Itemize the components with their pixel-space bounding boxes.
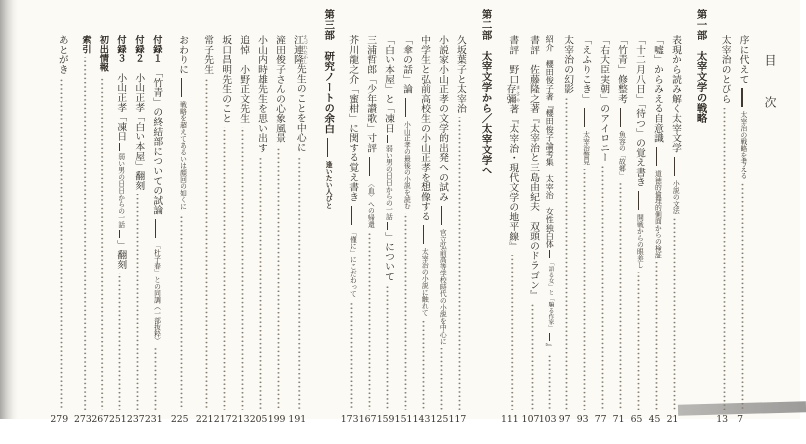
- dash-line: [549, 333, 550, 341]
- dotted-leader: [579, 169, 590, 410]
- dotted-leader: [719, 108, 730, 410]
- entry-title: おわりに: [177, 35, 189, 75]
- toc-entry: [630, 8, 646, 425]
- page-number: 251: [108, 413, 127, 425]
- page-number: 237: [126, 413, 145, 425]
- toc-entry: [648, 8, 664, 425]
- page-number: 173: [340, 413, 359, 425]
- dotted-leader: [651, 262, 662, 409]
- toc-entry: [170, 8, 189, 425]
- toc-entry: [538, 8, 557, 425]
- entry-title: 書評 佐藤隆之著『太宰治と三島由紀夫 双頭のドラゴン』: [528, 35, 540, 300]
- dotted-leader: [615, 182, 626, 409]
- toc-part-header: [322, 8, 334, 399]
- entry-title: 表現から読み解く太宰文学: [669, 35, 681, 153]
- page-number: 111: [500, 413, 519, 425]
- entry-title: 」について: [383, 231, 395, 281]
- entry-title: 小山内時雄先生を思い出す: [256, 35, 268, 153]
- entry-subtitle: 太宰治の戦略を考える: [738, 111, 747, 179]
- page-number: 45: [648, 413, 661, 425]
- toc-entry: [288, 8, 308, 425]
- page-number: 159: [376, 413, 395, 425]
- page-number: 273: [74, 413, 92, 425]
- page-number: 199: [267, 413, 286, 425]
- entry-subtitle: 道徳的倫理的側面からの検証: [653, 169, 662, 259]
- page-number: 205: [249, 413, 268, 425]
- entry-subtitle: 弱い男の日日からの一話: [384, 145, 393, 220]
- entry-subtitle: 魚容の「故郷」: [617, 130, 626, 179]
- dash-line: [656, 147, 657, 166]
- entry-title: あとがき: [56, 35, 68, 75]
- dotted-leader: [454, 117, 465, 409]
- dash-line: [155, 219, 156, 238]
- entry-subtitle: 太宰治瞥見: [581, 130, 590, 165]
- entry-title: 三浦哲郎「少年讃歌」寸評: [365, 35, 377, 153]
- page-number: 13: [716, 413, 729, 425]
- page-number: 225: [170, 413, 189, 425]
- dotted-leader: [255, 157, 266, 410]
- toc-entry: [430, 8, 449, 425]
- dash-line: [351, 206, 352, 225]
- toc-entry: [126, 8, 145, 425]
- toc-entry: [594, 8, 610, 425]
- dash-line: [327, 138, 328, 157]
- dotted-leader: [633, 272, 644, 409]
- entry-title: 「十二月八日」「待つ」の覚え書き: [634, 35, 646, 187]
- scan-edge-shadow: [0, 0, 18, 419]
- toc-part-header: [694, 8, 706, 399]
- entry-title: 」翻刻: [115, 239, 127, 270]
- page-number: 217: [213, 413, 232, 425]
- entry-title: 太宰治の幻影: [562, 35, 574, 94]
- entry-title: 「えふりこき」: [580, 35, 592, 104]
- dash-line: [387, 135, 388, 143]
- dotted-leader: [291, 157, 307, 410]
- entry-subtitle: 開戦からの眼差し: [635, 213, 644, 269]
- entry-title: 序に代えて: [737, 35, 749, 84]
- toc-title: 目 次: [763, 54, 777, 117]
- dash-line: [119, 143, 120, 151]
- entry-title: 滻田俊子さんの心象風景: [274, 35, 286, 143]
- entry-subtitle: 「語る女」と「騙る作家」: [546, 260, 553, 332]
- dotted-leader: [80, 57, 90, 409]
- entry-title: 太宰治のとびら: [719, 35, 731, 104]
- entry-title: 「嘘」からみえる自意識: [652, 35, 664, 143]
- page-number: 125: [430, 413, 449, 425]
- dotted-leader: [669, 218, 680, 410]
- page-number: 97: [558, 413, 571, 425]
- page-number: 77: [594, 413, 607, 425]
- page-number: 191: [288, 413, 307, 425]
- dotted-leader: [436, 348, 447, 409]
- dash-line: [620, 108, 621, 127]
- toc-entry: [612, 8, 628, 425]
- dash-line: [741, 88, 742, 107]
- entry-title: 小山正孝「白い本屋」翻刻: [133, 62, 145, 191]
- entry-title: 久坂葉子と太宰治: [454, 35, 466, 114]
- page-number: 65: [630, 413, 643, 425]
- toc-entry: [376, 8, 395, 425]
- entry-title: 小山正孝「凍日: [115, 62, 127, 142]
- toc-entry: [91, 8, 110, 425]
- page-number: 117: [448, 413, 467, 425]
- entry-title: 先生のことを中心に: [294, 64, 306, 153]
- dotted-leader: [219, 127, 230, 409]
- entry-subtitle: 戦略を超えてあるいは顔回の如くに: [178, 101, 187, 211]
- toc-entry: [716, 8, 731, 425]
- entry-subtitle: 太宰治の小説に触れて: [420, 248, 429, 317]
- toc-entry: [195, 8, 214, 425]
- entry-title: 「竹青」の終結部についての試論: [151, 62, 163, 215]
- page-number: 93: [576, 413, 589, 425]
- toc-entry: [521, 8, 540, 425]
- page-number: 21: [666, 413, 679, 425]
- entry-title: 索引: [80, 35, 92, 54]
- entry-subtitle: 小説の文法: [671, 179, 680, 214]
- dash-line: [369, 157, 370, 176]
- page-number: 167: [358, 413, 377, 425]
- dotted-leader: [150, 348, 161, 410]
- page-number: 71: [612, 413, 625, 425]
- page-number: 107: [521, 413, 540, 425]
- dotted-leader: [176, 214, 187, 410]
- toc-entry: [213, 8, 232, 425]
- ruby-annotation: まさや: [515, 84, 521, 104]
- ruby-name: 江連隆 えづれたかし: [292, 35, 308, 65]
- dotted-leader: [561, 98, 572, 410]
- toc-entry: [558, 8, 574, 425]
- dotted-leader: [737, 183, 748, 410]
- dash-line: [638, 191, 639, 210]
- entry-title: 坂口昌明先生のこと: [220, 35, 232, 124]
- dotted-leader: [97, 76, 107, 410]
- page-number: 221: [195, 413, 214, 425]
- entry-title: 付録２: [132, 35, 144, 63]
- entry-subtitle: 小山正孝の最後の小説を読む: [402, 120, 411, 210]
- page-number: 267: [91, 413, 110, 425]
- toc-entry: [340, 8, 359, 425]
- dotted-leader: [382, 285, 393, 410]
- dotted-leader: [346, 301, 357, 410]
- page-number: 7: [737, 413, 744, 425]
- toc-part-header: [479, 8, 491, 399]
- toc-entry: [50, 8, 69, 425]
- dash-line: [584, 108, 585, 127]
- dotted-leader: [418, 320, 429, 409]
- dotted-leader: [364, 231, 375, 409]
- dash-line: [423, 225, 424, 244]
- entry-subtitle: 「杜子春」との同調（一部抜粋）: [152, 241, 161, 344]
- entry-title: 「竹青」修整考: [616, 35, 628, 104]
- toc-entry: [358, 8, 377, 425]
- page-number: 231: [144, 413, 163, 425]
- dotted-leader: [237, 127, 248, 409]
- entry-title: 第三部 研究ノートの余白: [322, 9, 335, 134]
- page-number: 143: [412, 413, 431, 425]
- page-number: 151: [394, 413, 413, 425]
- entry-title: 書評 野口: [507, 35, 519, 84]
- toc-entry: [394, 8, 413, 425]
- dotted-leader: [56, 78, 67, 409]
- entry-title: 「右大臣実朝」のアイロニー: [598, 35, 610, 163]
- dotted-leader: [545, 355, 554, 409]
- entry-title: 著『太宰治・現代文学の地平線』: [507, 103, 519, 251]
- toc-entry: [666, 8, 681, 425]
- entry-title: 初出情報: [97, 35, 109, 72]
- dash-line: [405, 98, 406, 117]
- toc-entry: [448, 8, 467, 425]
- ruby-name: 存彌 まさや: [504, 84, 521, 104]
- entry-title: 常子先生: [202, 35, 214, 75]
- dash-line: [387, 222, 388, 230]
- entry-title: 第二部 太宰文学から／太宰文学へ: [479, 9, 492, 176]
- entry-title: 中学生と弘前高校生の小山正孝を想像する: [419, 35, 430, 222]
- toc-entry: [249, 8, 268, 425]
- toc-entry: [267, 8, 286, 425]
- toc-entry: [74, 8, 92, 425]
- dash-line: [549, 250, 550, 258]
- toc-entry: [500, 8, 521, 425]
- entry-subtitle: 弱い男の日日からの一話: [116, 153, 125, 228]
- toc-entry: [231, 8, 250, 425]
- toc-entry: [737, 8, 748, 425]
- entry-title: 付録３: [114, 35, 126, 63]
- page-number: 213: [231, 413, 250, 425]
- dotted-leader: [132, 194, 143, 410]
- entry-title: 「傘の話」論: [401, 35, 413, 94]
- entry-title: 第一部 太宰文学の戦略: [694, 9, 707, 124]
- dotted-leader: [527, 304, 538, 410]
- entry-title: 』: [545, 343, 556, 352]
- dotted-leader: [201, 78, 212, 409]
- dash-line: [674, 157, 675, 176]
- entry-subtitle: 逢いたい人びと: [324, 160, 333, 209]
- table-of-contents: [30, 8, 777, 425]
- dotted-leader: [504, 255, 520, 410]
- entry-subtitle: 官立弘前高等学校時代の小説を中心に: [438, 228, 447, 345]
- entry-title: 付録１: [150, 35, 162, 63]
- entry-title: 「白い本屋」と「凍日: [383, 35, 395, 133]
- toc-entry: [412, 8, 431, 425]
- page-number: 103: [538, 413, 557, 425]
- toc-entry: [576, 8, 592, 425]
- entry-subtitle: 〈血〉への帰還: [366, 179, 375, 228]
- dash-line: [441, 206, 442, 225]
- page-number: 279: [50, 413, 69, 425]
- dotted-leader: [114, 273, 125, 409]
- entry-title: 小説家小山正孝の文学的出発への試み: [436, 35, 448, 202]
- entry-title: 紹介 櫻田俊子著『櫻田俊子論考集 太宰治 女性独白体: [545, 35, 556, 249]
- dotted-leader: [273, 147, 284, 410]
- dotted-leader: [400, 213, 411, 409]
- entry-title: 芥川龍之介「蜜柑」に関する覚え書き: [347, 35, 359, 202]
- entry-subtitle: 「僅に」にこだわって: [348, 228, 357, 297]
- dotted-leader: [597, 166, 608, 409]
- entry-title: 追悼 小野正文先生: [238, 35, 250, 124]
- ruby-annotation: えづれたかし: [302, 35, 308, 65]
- dash-line: [181, 78, 182, 97]
- dash-line: [119, 230, 120, 238]
- toc-entry: [144, 8, 163, 425]
- toc-entry: [108, 8, 127, 425]
